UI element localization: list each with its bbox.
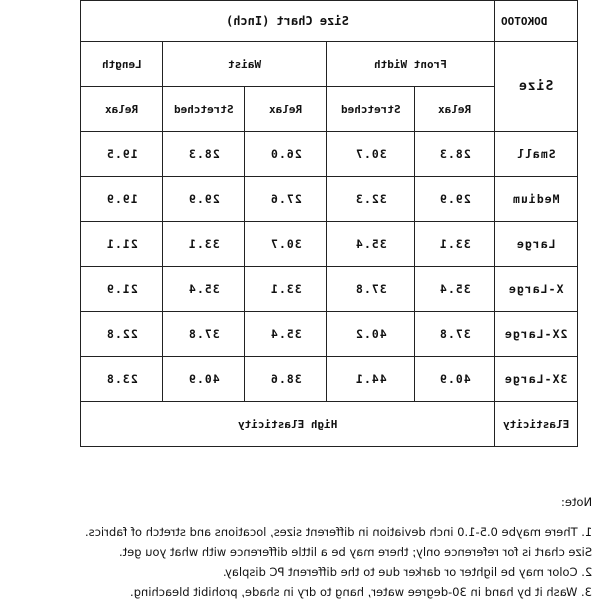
waist-stretched-cell (163, 357, 245, 402)
note-line (0, 542, 592, 562)
table-row (81, 267, 578, 312)
fw-stretched-cell (327, 132, 415, 177)
table-row (81, 177, 578, 222)
length-relax-cell (81, 132, 163, 177)
fw-stretched-cell (327, 177, 415, 222)
length-relax-cell (81, 177, 163, 222)
length-relax-cell (81, 267, 163, 312)
cell-text: 21.1 (105, 237, 138, 251)
size-cell (495, 177, 578, 222)
cell-text: Relax (104, 102, 139, 116)
waist-stretched-cell (163, 267, 245, 312)
size-cell (495, 312, 578, 357)
length-relax-cell (81, 222, 163, 267)
cell-text: 30.7 (354, 147, 387, 161)
elasticity-row (81, 402, 578, 447)
cell-text: X-Large (508, 282, 564, 296)
cell-text: 33.1 (438, 237, 471, 251)
table-row (81, 132, 578, 177)
waist-relax-cell (245, 132, 327, 177)
fw-relax-header (415, 87, 495, 132)
waist-relax-cell (245, 267, 327, 312)
fw-relax-cell (415, 312, 495, 357)
cell-text: 22.8 (105, 327, 138, 341)
chart-title-cell (81, 1, 495, 42)
cell-text: 27.6 (269, 192, 302, 206)
size-cell (495, 132, 578, 177)
cell-text: 40.9 (187, 372, 220, 386)
cell-text: 37.8 (438, 327, 471, 341)
cell-text: 3. Wash it by hand in 30-degree water, hang to dry in shade, prohibit bleaching. (130, 585, 592, 599)
length-header (81, 42, 163, 87)
note-line (0, 582, 592, 602)
cell-text: Length (101, 57, 142, 71)
group-header-row (81, 42, 578, 87)
size-chart-table (80, 0, 578, 447)
notes-section (0, 492, 592, 602)
size-cell (495, 357, 578, 402)
chart-title: Size Chart (Inch) (226, 14, 349, 28)
size-header (495, 42, 578, 132)
cell-text: 23.8 (105, 372, 138, 386)
size-cell (495, 222, 578, 267)
cell-text: Waist (227, 57, 262, 71)
cell-text: 21.9 (105, 282, 138, 296)
cell-text: 40.2 (354, 327, 387, 341)
length-relax-header (81, 87, 163, 132)
cell-text: 19.9 (105, 192, 138, 206)
waist-relax-cell (245, 177, 327, 222)
notes-heading (0, 492, 592, 512)
cell-text: 37.8 (187, 327, 220, 341)
table-row (81, 357, 578, 402)
cell-text: 28.3 (438, 147, 471, 161)
cell-text: 2X-Large (504, 327, 568, 341)
title-row (81, 1, 578, 42)
fw-relax-cell (415, 267, 495, 312)
fw-stretched-cell (327, 267, 415, 312)
cell-text: 37.8 (354, 282, 387, 296)
brand-cell (495, 1, 578, 42)
brand-name: DOKOTOO (501, 14, 548, 28)
cell-text: Small (516, 147, 556, 161)
waist-relax-cell (245, 312, 327, 357)
cell-text: 2. Color may be lighter or darker due to the different PC display. (222, 565, 592, 579)
cell-text: 40.9 (438, 372, 471, 386)
cell-text: 29.9 (438, 192, 471, 206)
table-row (81, 312, 578, 357)
cell-text: Elasticity (502, 417, 570, 431)
waist-stretched-cell (163, 222, 245, 267)
cell-text: 35.4 (438, 282, 471, 296)
cell-text: 44.1 (354, 372, 387, 386)
cell-text: 29.9 (187, 192, 220, 206)
cell-text: Note: (560, 495, 592, 509)
cell-text: 33.1 (269, 282, 302, 296)
cell-text: 38.6 (269, 372, 302, 386)
table-row (81, 222, 578, 267)
cell-text: Front Width (374, 57, 447, 71)
cell-text: Stretched (173, 102, 234, 116)
cell-text: Stretched (340, 102, 401, 116)
cell-text: 35.4 (269, 327, 302, 341)
fw-relax-cell (415, 357, 495, 402)
waist-stretched-cell (163, 312, 245, 357)
waist-stretched-cell (163, 177, 245, 222)
cell-text: 32.3 (354, 192, 387, 206)
length-relax-cell (81, 357, 163, 402)
waist-stretched-header (163, 87, 245, 132)
cell-text: Medium (512, 192, 560, 206)
cell-text: 19.5 (105, 147, 138, 161)
cell-text: High Elasticity (237, 417, 338, 431)
cell-text: Large (516, 237, 556, 251)
fw-stretched-cell (327, 312, 415, 357)
waist-relax-header (245, 87, 327, 132)
elasticity-label-cell (495, 402, 578, 447)
waist-header (163, 42, 327, 87)
cell-text: 35.4 (187, 282, 220, 296)
fw-relax-cell (415, 222, 495, 267)
cell-text: 1. There maybe 0.5-1.0 inch deviation in different sizes, locations and stretch of fabrics. (84, 525, 592, 539)
cell-text: 30.7 (269, 237, 302, 251)
front-width-header (327, 42, 495, 87)
length-relax-cell (81, 312, 163, 357)
waist-stretched-cell (163, 132, 245, 177)
fw-stretched-header (327, 87, 415, 132)
elasticity-value-cell (81, 402, 495, 447)
cell-text: Relax (268, 102, 303, 116)
note-line (0, 522, 592, 542)
cell-text: 26.0 (269, 147, 302, 161)
size-cell (495, 267, 578, 312)
waist-relax-cell (245, 222, 327, 267)
fw-relax-cell (415, 177, 495, 222)
cell-text: 33.1 (187, 237, 220, 251)
cell-text: Size chart is for reference only; there may be a little difference with what you get. (118, 545, 592, 559)
note-line (0, 562, 592, 582)
cell-text: 28.3 (187, 147, 220, 161)
cell-text: Size (518, 79, 554, 94)
fw-relax-cell (415, 132, 495, 177)
cell-text: 35.4 (354, 237, 387, 251)
waist-relax-cell (245, 357, 327, 402)
cell-text: Relax (437, 102, 472, 116)
fw-stretched-cell (327, 222, 415, 267)
fw-stretched-cell (327, 357, 415, 402)
cell-text: 3X-Large (504, 372, 568, 386)
